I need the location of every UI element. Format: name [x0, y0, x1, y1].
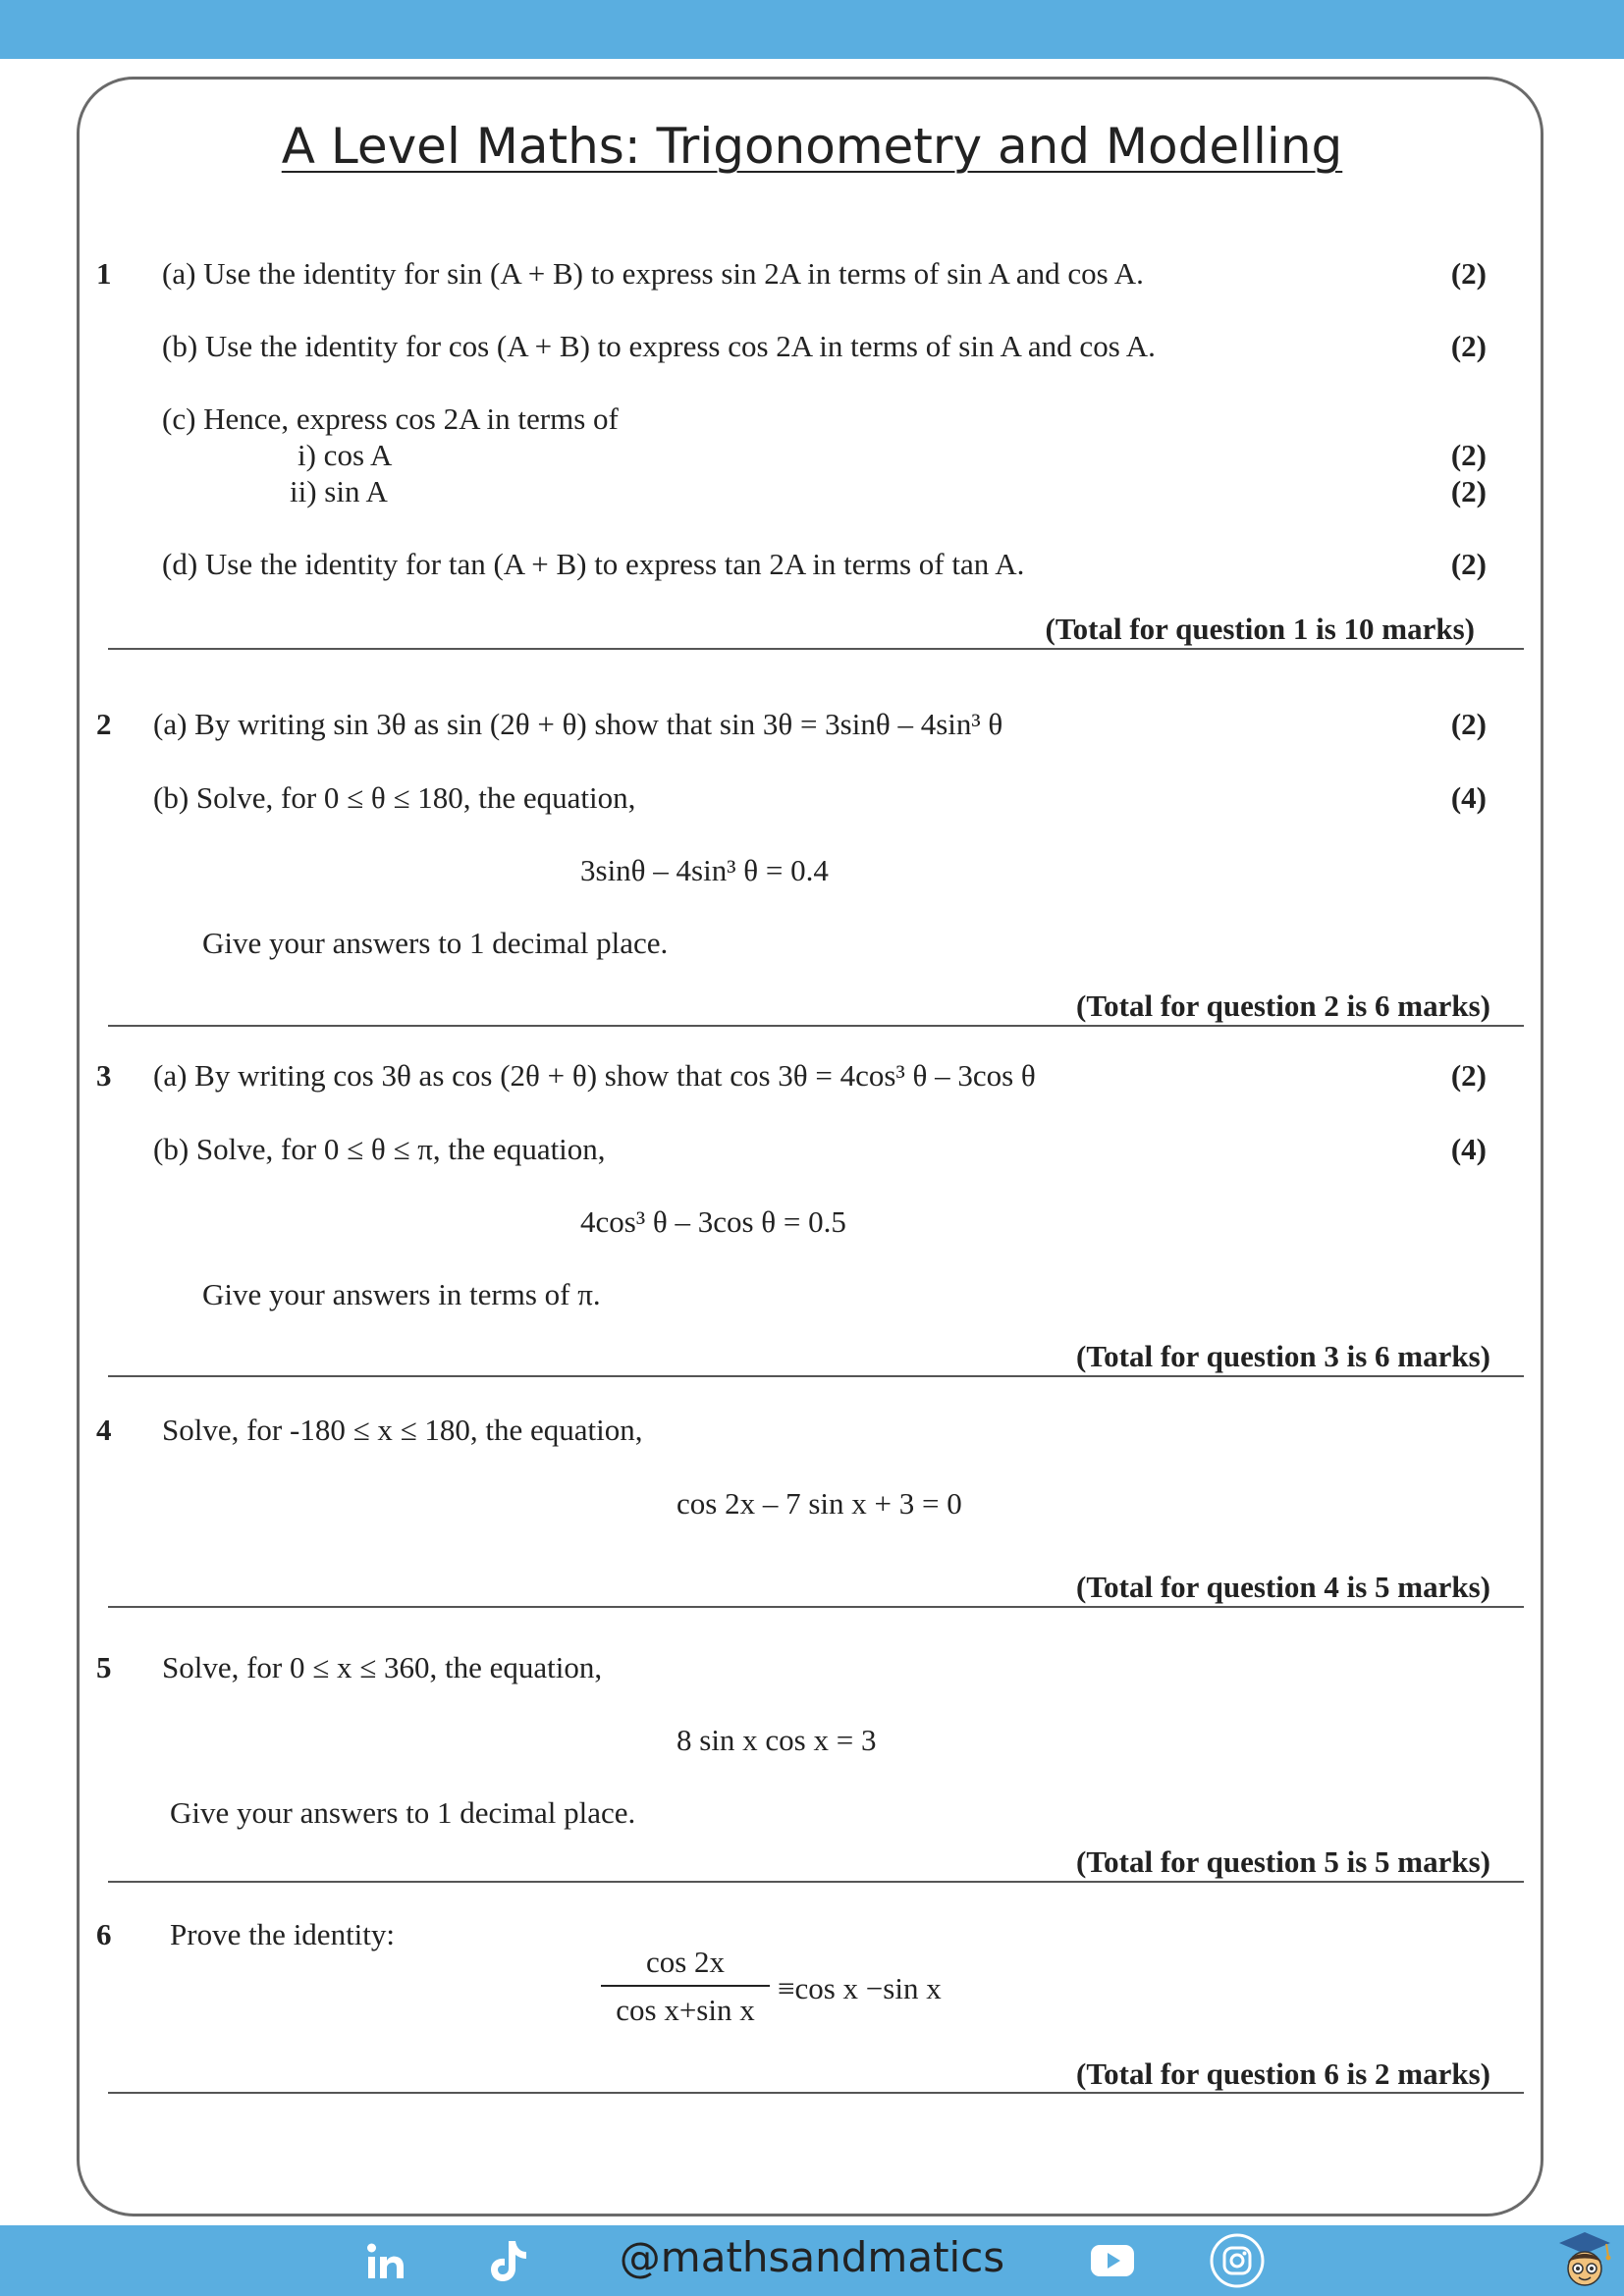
social-handle[interactable]: @mathsandmatics: [619, 2233, 1005, 2281]
divider: [108, 648, 1524, 650]
question-4-number: 4: [96, 1413, 112, 1447]
question-5-text: Solve, for 0 ≤ x ≤ 360, the equation,: [162, 1650, 603, 1684]
question-6-text: Prove the identity:: [170, 1917, 396, 1951]
question-1c-text: (c) Hence, express cos 2A in terms of: [162, 401, 619, 436]
question-3-number: 3: [96, 1058, 112, 1093]
question-1b-marks: (2): [1450, 329, 1487, 363]
question-1d-text: (d) Use the identity for tan (A + B) to express tan 2A in terms of tan A.: [162, 547, 1025, 581]
divider: [108, 2092, 1524, 2094]
question-3-note: Give your answers in terms of π.: [202, 1277, 601, 1311]
identity-fraction: [601, 1947, 770, 2025]
question-2b-marks: (4): [1450, 780, 1487, 815]
question-1-number: 1: [96, 256, 112, 291]
question-3a-marks: (2): [1450, 1058, 1487, 1093]
mascot-icon: [1553, 2227, 1616, 2294]
divider: [108, 1881, 1524, 1883]
question-2-number: 2: [96, 707, 112, 741]
question-2-total: (Total for question 2 is 6 marks): [1076, 988, 1490, 1023]
youtube-icon[interactable]: [1090, 2243, 1135, 2278]
question-2-note: Give your answers to 1 decimal place.: [202, 926, 669, 960]
question-5-equation: 8 sin x cos x = 3: [677, 1723, 877, 1757]
question-1d-marks: (2): [1450, 547, 1487, 581]
question-4-text: Solve, for -180 ≤ x ≤ 180, the equation,: [162, 1413, 643, 1447]
divider: [108, 1606, 1524, 1608]
footer-bar: [0, 2225, 1624, 2296]
question-5-number: 5: [96, 1650, 112, 1684]
question-1c-ii-text: ii) sin A: [290, 474, 388, 508]
question-3-equation: 4cos³ θ – 3cos θ = 0.5: [580, 1204, 846, 1239]
question-1a-text: (a) Use the identity for sin (A + B) to express sin 2A in terms of sin A and cos A.: [162, 256, 1144, 291]
question-2a-marks: (2): [1450, 707, 1487, 741]
question-3a-text: (a) By writing cos 3θ as cos (2θ + θ) show that cos 3θ = 4cos³ θ – 3cos θ: [153, 1058, 1036, 1093]
question-3-total: (Total for question 3 is 6 marks): [1076, 1339, 1490, 1373]
fraction-denominator: cos x+sin x: [616, 1993, 755, 2027]
question-1c-ii-marks: (2): [1450, 474, 1487, 508]
question-2a-text: (a) By writing sin 3θ as sin (2θ + θ) show that sin 3θ = 3sinθ – 4sin³ θ: [153, 707, 1003, 741]
divider: [108, 1025, 1524, 1027]
question-3b-marks: (4): [1450, 1132, 1487, 1166]
question-1b-text: (b) Use the identity for cos (A + B) to express cos 2A in terms of sin A and cos A.: [162, 329, 1156, 363]
question-4-equation: cos 2x – 7 sin x + 3 = 0: [677, 1486, 962, 1521]
question-2b-text: (b) Solve, for 0 ≤ θ ≤ 180, the equation,: [153, 780, 636, 815]
question-1a-marks: (2): [1450, 256, 1487, 291]
question-2-equation: 3sinθ – 4sin³ θ = 0.4: [580, 853, 829, 887]
page-title: A Level Maths: Trigonometry and Modelling: [281, 118, 1343, 175]
fraction-numerator: cos 2x: [601, 1947, 770, 1987]
top-banner: [0, 0, 1624, 59]
identity-right-side: ≡cos x −sin x: [778, 1971, 942, 2005]
question-6-number: 6: [96, 1917, 112, 1951]
question-3b-text: (b) Solve, for 0 ≤ θ ≤ π, the equation,: [153, 1132, 606, 1166]
instagram-icon[interactable]: [1210, 2233, 1265, 2288]
question-1c-i-marks: (2): [1450, 438, 1487, 472]
question-1c-i-text: i) cos A: [298, 438, 393, 472]
question-5-note: Give your answers to 1 decimal place.: [170, 1795, 636, 1830]
divider: [108, 1375, 1524, 1377]
question-4-total: (Total for question 4 is 5 marks): [1076, 1570, 1490, 1604]
question-6-total: (Total for question 6 is 2 marks): [1076, 2056, 1490, 2091]
question-1-total: (Total for question 1 is 10 marks): [1045, 612, 1475, 646]
question-5-total: (Total for question 5 is 5 marks): [1076, 1844, 1490, 1879]
